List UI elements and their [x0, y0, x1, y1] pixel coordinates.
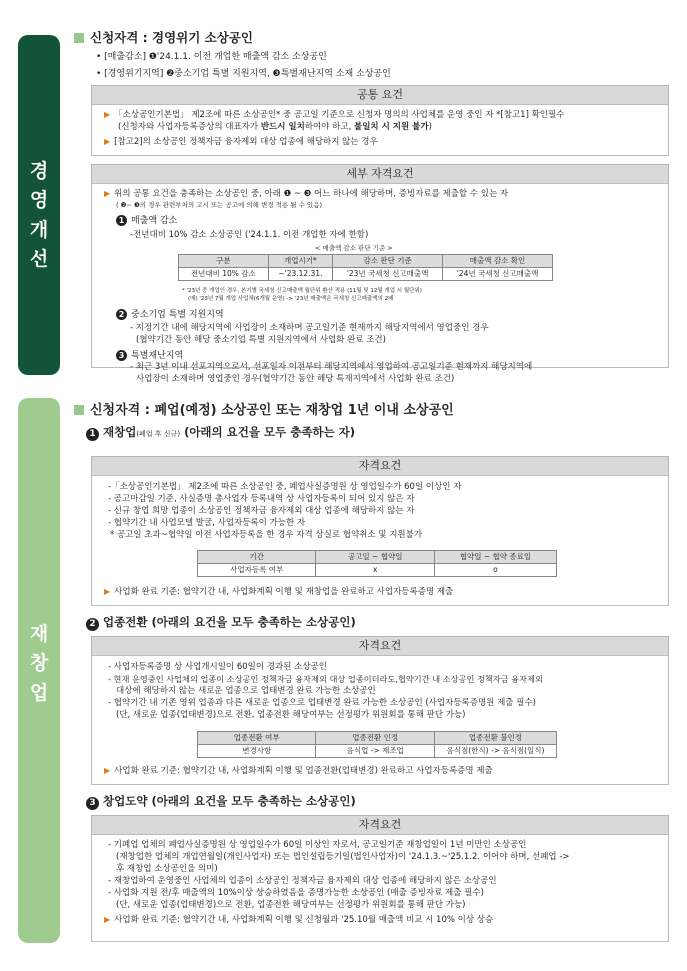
arrow-icon: ▶ — [104, 915, 111, 924]
section2-heading: 신청자격 : 폐업(예정) 소상공인 또는 재창업 1년 이내 소상공인 — [74, 402, 454, 420]
sub3-done: ▶ 사업화 완료 기준: 협약기간 내, 사업화계획 이행 및 신청월과 '25.10월 매출액 비교 시 10% 이상 상승 — [104, 915, 494, 925]
common-line1: ▶ 「소상공인기본법」 제2조에 따른 소상공인* 중 공고일 기준으로 신청자 명의의 사업체를 운영 중인 자 *[참고1] 확인필수 — [104, 110, 565, 120]
table1-cell: ~'23.12.31. — [268, 268, 332, 281]
sec1-bullet1: • [매출감소] ❶'24.1.1. 이전 개업한 매출액 감소 소상공인 — [96, 52, 327, 62]
table2-header: 기간 — [198, 551, 316, 564]
sub1-done: ▶ 사업화 완료 기준: 협약기간 내, 사업화계획 이행 및 재창업을 완료하고 사업자등록증명 제출 — [104, 587, 454, 597]
business-registration-table — [197, 550, 557, 577]
sub3-line3: 후 재창업 소상공인을 의미) — [116, 864, 218, 874]
table1-cell: 전년대비 10% 감소 — [179, 268, 269, 281]
table1-cell: '24년 국세청 신고매출액 — [443, 268, 553, 281]
table2-cell: o — [434, 564, 556, 577]
item3-line1: - 최근 3년 이내 선포지역으로서, 선포일자 이전부터 해당지역에서 영업하여 공고일기준 현재까지 해당지역에 — [130, 362, 533, 372]
number-3-icon: 3 — [116, 350, 127, 361]
arrow-icon: ▶ — [104, 766, 111, 775]
sales-decrease-table — [178, 254, 553, 281]
sub3-line6: (단, 새로운 업종(업태변경)으로 전환, 업종전환 해당여부는 선정평가 위원회를 통해 판단 가능) — [116, 900, 466, 910]
sub3-line5: - 사업화 지원 전/후 매출액의 10%이상 상승하였음을 증명가능한 소상공인 (매출 증빙자료 제출 필수) — [108, 888, 484, 898]
sub2-line3: 대상에 해당하지 않는 새로운 업종으로 업태변경 완료 가능한 소상공인 — [116, 686, 376, 696]
number-2-icon: 2 — [116, 309, 127, 320]
sub1-line5: * 공고일 초과~협약일 이전 사업자등록을 한 경우 자격 상실로 협약취소 및 지원불가 — [110, 530, 423, 540]
table1-note2: (예) '23년 7월 개업 사업체(6개월 운영) -> '23년 매출액은 국세청 신고매출액의 2배 — [188, 296, 394, 302]
tab-char: 개 — [29, 218, 49, 241]
table1-cell: '23년 국세청 신고매출액 — [333, 268, 443, 281]
number-2-icon: 2 — [86, 618, 99, 631]
table3-cell: 변경사항 — [198, 745, 316, 758]
common-line3: ▶ [참고2]의 소상공인 정책자금 융자제외 대상 업종에 해당하지 않는 경우 — [104, 137, 378, 147]
business-change-table — [197, 731, 557, 758]
sub3-line1: - 기폐업 업체의 폐업사실증명원 상 영업일수가 60일 이상인 자로서, 공고일기준 재창업일이 1년 미만인 소상공인 — [108, 840, 527, 850]
table2-cell: 사업자등록 여부 — [198, 564, 316, 577]
tab-char: 경 — [29, 160, 49, 182]
tab-char: 영 — [29, 189, 49, 212]
table3-cell: 음식업 -> 제조업 — [316, 745, 434, 758]
square-bullet-icon — [74, 405, 84, 415]
sub1-requirements-title: 자격요건 — [91, 456, 669, 476]
sub2-line5: (단, 새로운 업종(업태변경)으로 전환, 업종전환 해당여부는 선정평가 위원회를 통해 판단 가능) — [116, 710, 466, 720]
table1-header: 감소 판단 기준 — [333, 255, 443, 268]
sub2-line1: - 사업자등록증명 상 사업개시일이 60일이 경과된 소상공인 — [108, 662, 327, 672]
common-line2: (신청자와 사업자등록증상의 대표자가 반드시 일치하여야 하고, 불일치 시 지원 불가) — [118, 122, 432, 132]
table1-caption: < 매출액 감소 판단 기준 > — [315, 244, 393, 252]
sub3-line4: - 재창업하여 운영중인 사업체의 업종이 소상공인 정책자금 융자제외 대상 업종에 해당하지 않은 소상공인 — [108, 876, 497, 886]
number-1-icon: 1 — [116, 215, 127, 226]
sub1-heading: 1 재창업(폐업 후 신규) (아래의 요건을 모두 충족하는 자) — [86, 425, 355, 441]
table3-cell: 음식점(한식) -> 음식점(일식) — [434, 745, 556, 758]
item1-title: 1 매출액 감소 — [116, 215, 177, 227]
tab-char: 선 — [29, 248, 49, 271]
section1-heading: 신청자격 : 경영위기 소상공인 — [74, 30, 253, 47]
item3-line2: 사업장이 소재하며 영업중인 경우(협약기간 동안 해당 특재지역에서 사업화 완료 조건) — [136, 374, 455, 384]
arrow-icon: ▶ — [104, 189, 111, 198]
table2-header: 협약일 ~ 협약 종료일 — [434, 551, 556, 564]
sub2-done: ▶ 사업화 완료 기준: 협약기간 내, 사업화계획 이행 및 업종전환(업태변경) 완료하고 사업자등록증명 제출 — [104, 766, 493, 776]
table3-header: 업종전환 인정 — [316, 732, 434, 745]
item2-line1: - 지정기간 내에 해당지역에 사업장이 소재하며 공고일기준 현재까지 해당지역에서 영업중인 경우 — [130, 323, 489, 333]
common-requirements-title: 공통 요건 — [91, 85, 669, 105]
table3-header: 업종전환 여부 — [198, 732, 316, 745]
table1-header: 구분 — [179, 255, 269, 268]
tab-char: 창 — [29, 652, 49, 675]
table1-note1: * '23년 중 개업인 경우, 본기별 국세청 신고매출액 월단위 환산 적용 (11월 및 12월 개업 시 월단위) — [182, 288, 422, 294]
item2-line2: (협약기간 동안 해당 중소기업 특별 지원지역에서 사업화 완료 조건) — [136, 335, 386, 345]
arrow-icon: ▶ — [104, 587, 111, 596]
arrow-icon: ▶ — [104, 110, 111, 119]
number-1-icon: 1 — [86, 428, 99, 441]
detail-line2: ( ❷~ ❸의 경우 관련부처의 고시 또는 공고에 의해 변경 적용 될 수 있음) — [116, 201, 323, 209]
sub2-line2: - 현재 운영중인 사업체의 업종이 소상공인 정책자금 융자제외 대상 업종이더라도,협약기간 내 소상공인 정책자금 융자제외 — [108, 674, 543, 684]
detail-line1: ▶ 위의 공통 요건을 충족하는 소상공인 중, 아래 ❶ ~ ❸ 어느 하나에 해당하며, 증빙자료를 제출할 수 있는 자 — [104, 189, 509, 199]
item2-title: 2 중소기업 특별 지원지역 — [116, 309, 224, 321]
number-3-icon: 3 — [86, 797, 99, 810]
tab-char: 재 — [29, 623, 49, 645]
tab-char: 업 — [29, 681, 49, 704]
table2-header: 공고일 ~ 협약일 — [316, 551, 434, 564]
sub1-line1: -「소상공인기본법」 제2조에 따른 소상공인 중, 폐업사실증명원 상 영업일수가 60일 이상인 자 — [108, 482, 462, 492]
sub3-line2: (재창업한 업체의 개업연월일(개인사업자) 또는 법인설립등기일(법인사업자)이 '24.1.3.~'25.1.2. 이어야 하며, 선폐업 -> — [116, 852, 570, 862]
table2-cell: x — [316, 564, 434, 577]
table3-header: 업종전환 불인정 — [434, 732, 556, 745]
sub2-requirements-title: 자격요건 — [91, 636, 669, 656]
sub3-heading: 3 창업도약 (아래의 요건을 모두 충족하는 소상공인) — [86, 794, 356, 810]
sub2-line4: - 협약기간 내 기존 영위 업종과 다른 새로운 업종으로 업태변경 완료 가능한 소상공인 (사업자등록증명원 제출 필수) — [108, 698, 536, 708]
sub1-line4: - 협약기간 내 사업모델 발굴, 사업자등록이 가능한 자 — [108, 518, 306, 528]
side-tab-management-improvement — [18, 35, 60, 375]
sub1-line3: - 신규 창업 희망 업종이 소상공인 정책자금 융자제외 대상 업종에 해당하지 않는 자 — [108, 506, 415, 516]
sub1-line2: - 공고마감일 기준, 사실증명 총사업자 등록내역 상 사업자등록이 되어 있지 않은 자 — [108, 494, 415, 504]
item3-title: 3 특별재난지역 — [116, 350, 183, 362]
sub2-heading: 2 업종전환 (아래의 요건을 모두 충족하는 소상공인) — [86, 615, 356, 631]
sub3-requirements-title: 자격요건 — [91, 815, 669, 835]
detail-requirements-title: 세부 자격요건 — [91, 164, 669, 184]
square-bullet-icon — [74, 33, 84, 43]
sec1-bullet2: • [경영위기지역] ❷중소기업 특별 지원지역, ❸특별재난지역 소재 소상공인 — [96, 69, 391, 79]
arrow-icon: ▶ — [104, 137, 111, 146]
table1-header: 개업시기* — [268, 255, 332, 268]
table1-header: 매출액 감소 확인 — [443, 255, 553, 268]
side-tab-restart — [18, 398, 60, 943]
item1-desc: -전년대비 10% 감소 소상공인 ('24.1.1. 이전 개업한 자에 한함) — [130, 230, 369, 240]
